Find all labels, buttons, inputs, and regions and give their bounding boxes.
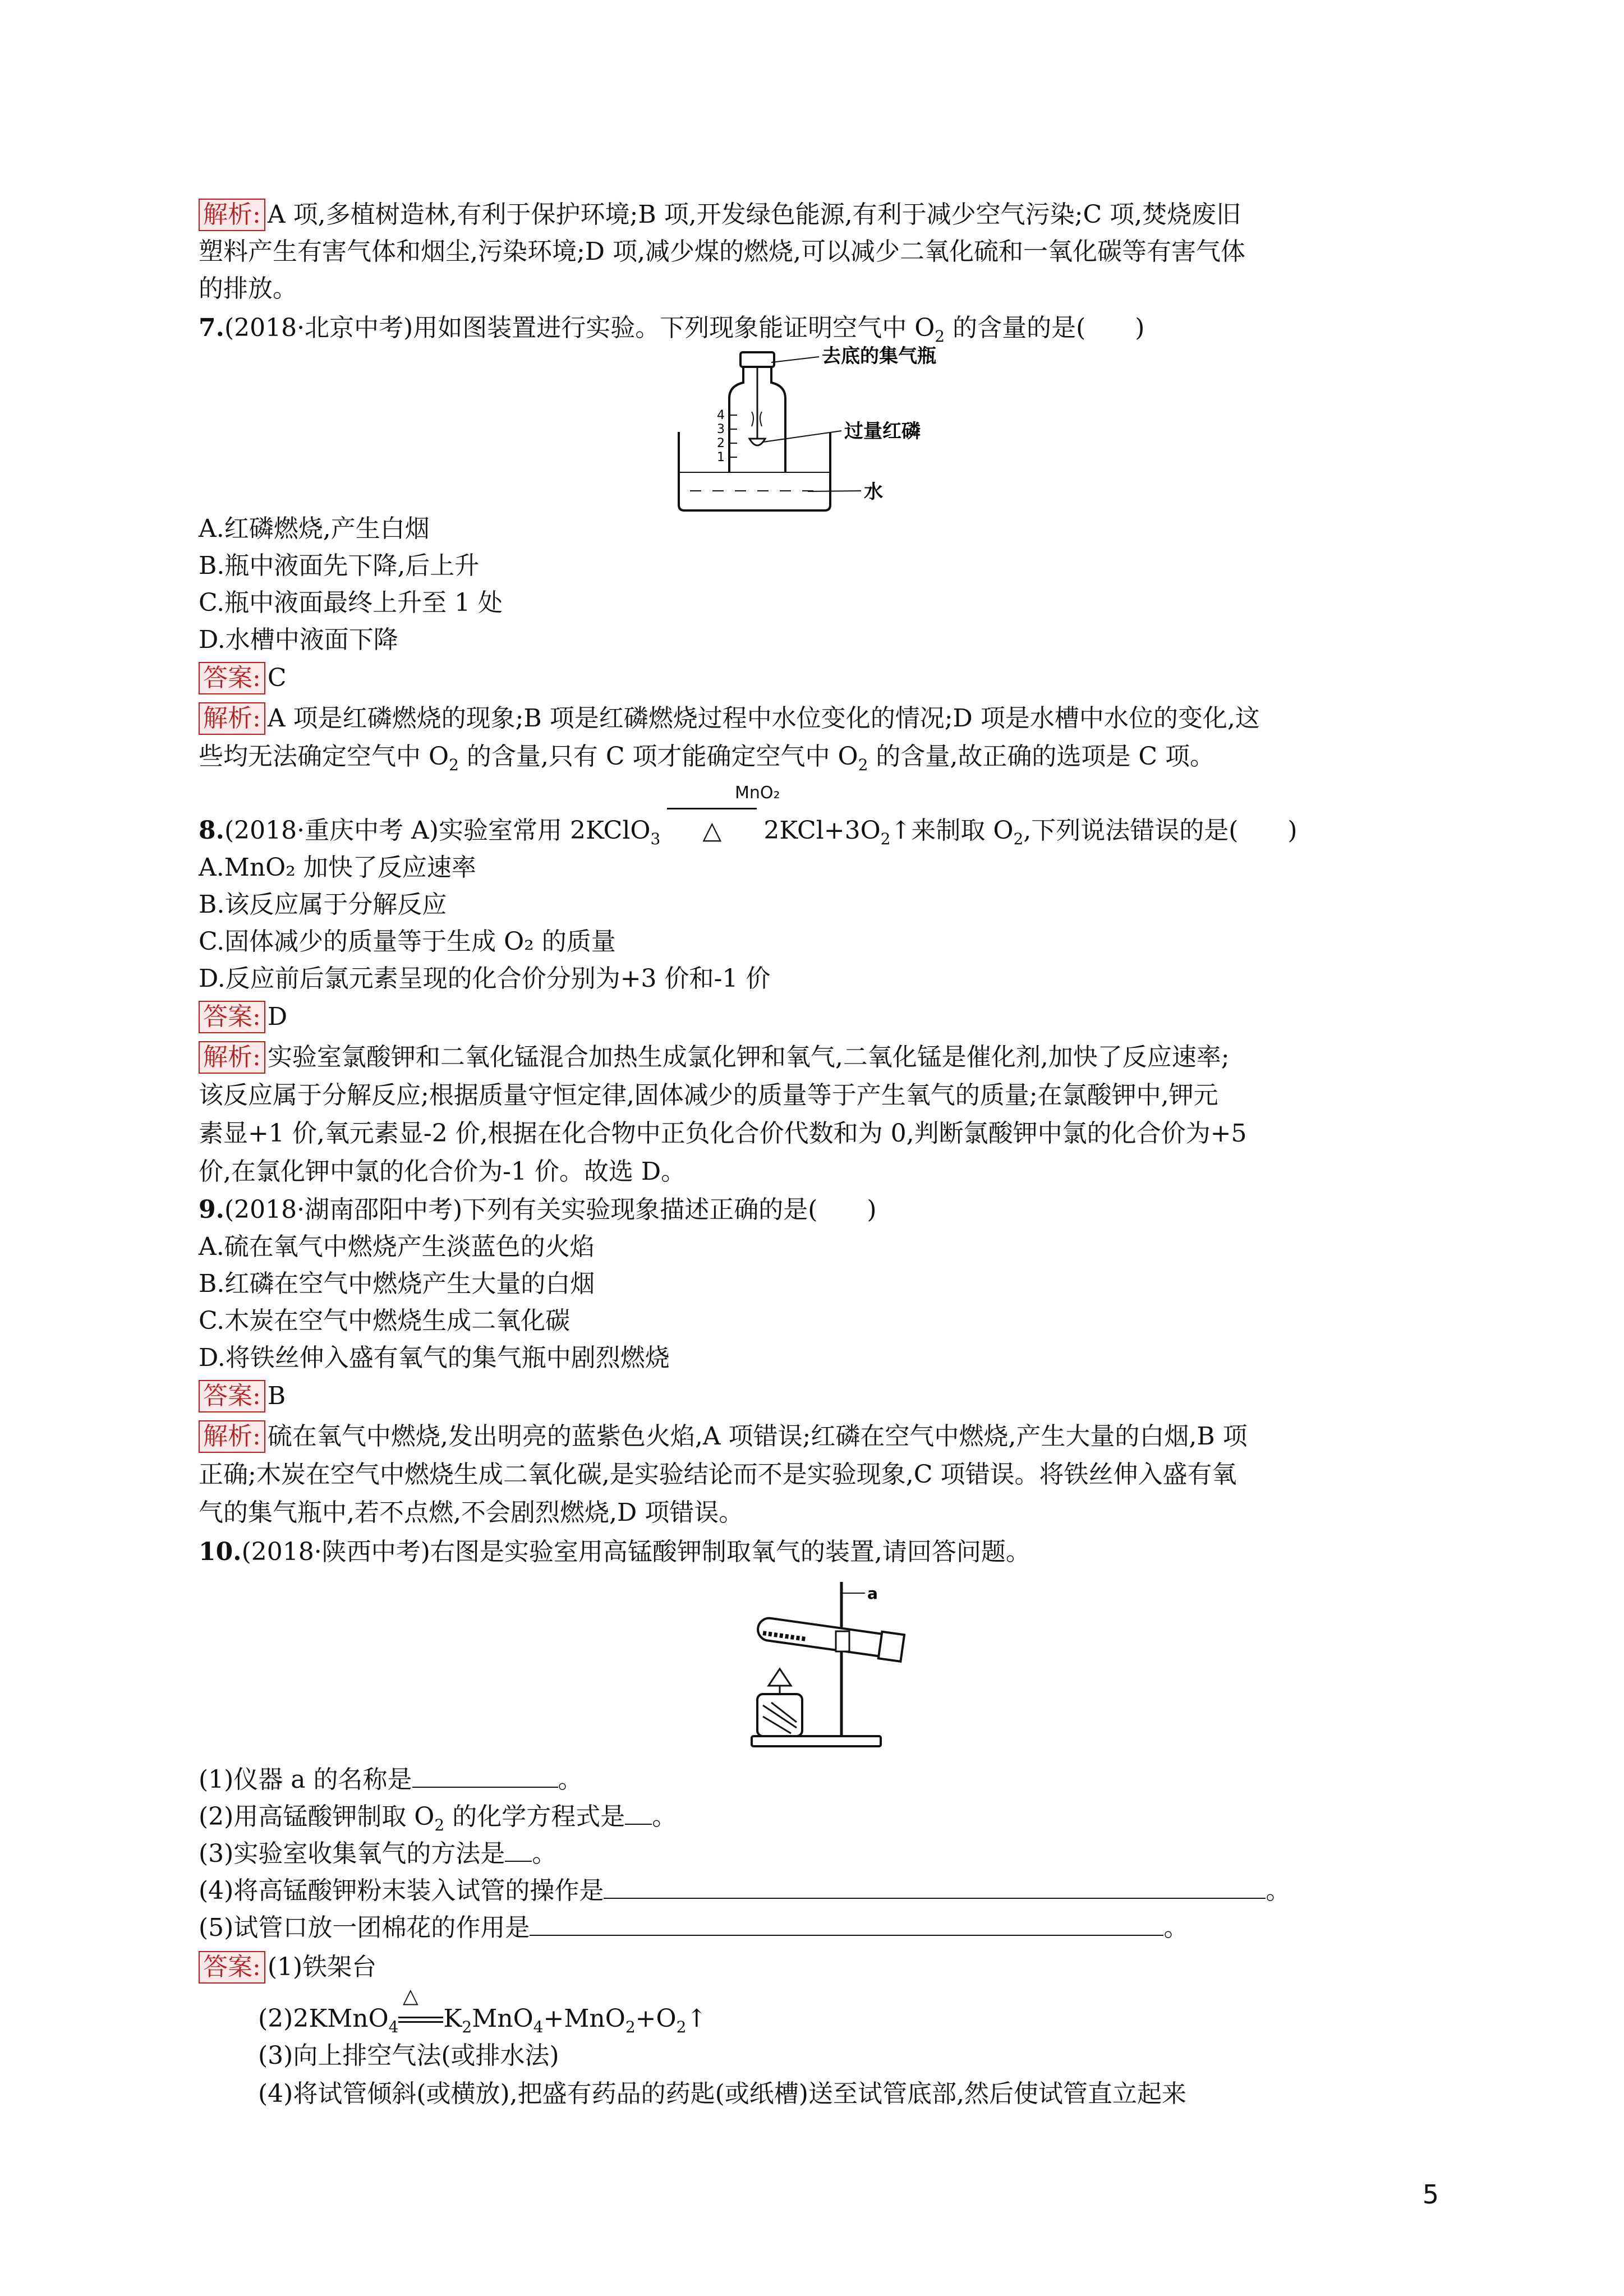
q10-answer-4: (4)将试管倾斜(或横放),把盛有药品的药匙(或纸槽)送至试管底部,然后使试管直立起来 <box>258 2079 1186 2108</box>
scale-mark-1: 1 <box>717 450 725 464</box>
scale-mark-3: 3 <box>717 422 725 436</box>
q8-catalyst-condition: MnO₂ <box>735 783 780 803</box>
blank-5[interactable] <box>530 1910 1163 1936</box>
q10-sub-question-4: (4)将高锰酸钾粉末装入试管的操作是 。 <box>199 1872 1433 1910</box>
q6-analysis-line-1: 解析: A 项,多植树造林,有利于保护环境;B 项,开发绿色能源,有利于减少空气污染;C 项,焚烧废旧 <box>199 196 1433 233</box>
answer-tag: 答案: <box>199 1951 265 1984</box>
q7-option-b: B.瓶中液面先下降,后上升 <box>199 551 480 580</box>
q6-analysis-line-3: 的排放。 <box>199 274 297 303</box>
q9-analysis-line-3: 气的集气瓶中,若不点燃,不会剧烈燃烧,D 项错误。 <box>199 1498 744 1527</box>
label-water: 水 <box>864 481 883 503</box>
q10-answer-3: (3)向上排空气法(或排水法) <box>258 2041 559 2070</box>
q9-stem: 9.(2018·湖南邵阳中考)下列有关实验现象描述正确的是( ) <box>199 1195 877 1224</box>
q7-analysis-line-1: 解析: A 项是红磷燃烧的现象;B 项是红磷燃烧过程中水位变化的情况;D 项是水槽中水位的变化,这 <box>199 700 1433 737</box>
blank-4[interactable] <box>604 1873 1266 1899</box>
q10-sub-question-3: (3)实验室收集氧气的方法是 。 <box>199 1835 1433 1872</box>
q7-analysis-line-2: 些均无法确定空气中 $O_2$ 的含量,只有 C 项才能确定空气中 $O_2$ 的含量,故正确的选项是 C 项。 <box>199 742 1215 774</box>
q9-analysis-line-1: 解析: 硫在氧气中燃烧,发出明亮的蓝紫色火焰,A 项错误;红磷在空气中燃烧,产生大量的白烟,B 项 <box>199 1418 1433 1455</box>
q8-analysis-line-2: 该反应属于分解反应;根据质量守恒定律,固体减少的质量等于产生氧气的质量;在氯酸钾中,钾元 <box>199 1081 1218 1110</box>
q7-stem: 7.(2018·北京中考)用如图装置进行实验。下列现象能证明空气中 $O_2$ 的含量的是( ) <box>199 314 1145 346</box>
q10-answer-2: (2)2KMnO$_4$ $K_2MnO_4+MnO_2+O_2↑$ <box>258 2004 707 2036</box>
answer-tag: 答案: <box>199 1380 265 1412</box>
answer-tag: 答案: <box>199 662 265 694</box>
answer-tag: 答案: <box>199 1001 265 1033</box>
q10-sub-question-5: (5)试管口放一团棉花的作用是 。 <box>199 1910 1433 1947</box>
scale-mark-4: 4 <box>717 408 725 422</box>
q10-answer-1: 答案: (1)铁架台 <box>199 1949 1433 1986</box>
q10-sub-question-1: (1)仪器 a 的名称是 。 <box>199 1761 1433 1798</box>
page-number: 5 <box>1422 2179 1439 2210</box>
q7-answer: 答案: C <box>199 660 1433 697</box>
analysis-tag: 解析: <box>199 1420 265 1453</box>
q8-stem: 8.(2018·重庆中考 A)实验室常用 2KClO$_3$ △ $2KCl+3O_2↑$来制取 $O_2$,下列说法错误的是( ) <box>199 812 1433 858</box>
label-a: a <box>867 1584 878 1603</box>
blank-2[interactable] <box>625 1799 652 1825</box>
q10-apparatus-figure <box>740 1571 926 1756</box>
q9-option-b: B.红磷在空气中燃烧产生大量的白烟 <box>199 1269 595 1298</box>
q9-answer: 答案: B <box>199 1378 1433 1415</box>
label-bottle: 去底的集气瓶 <box>822 345 936 367</box>
q9-analysis-line-2: 正确;木炭在空气中燃烧生成二氧化碳,是实验结论而不是实验现象,C 项错误。将铁丝伸入盛有氧 <box>199 1460 1237 1489</box>
q8-option-a: A.MnO₂ 加快了反应速率 <box>199 853 476 882</box>
q8-option-d: D.反应前后氯元素呈现的化合价分别为+3 价和-1 价 <box>199 964 771 993</box>
scale-mark-2: 2 <box>717 436 725 450</box>
q10-stem: 10.(2018·陕西中考)右图是实验室用高锰酸钾制取氧气的装置,请回答问题。 <box>199 1538 1030 1566</box>
q8-option-b: B.该反应属于分解反应 <box>199 890 447 919</box>
q10-heat-condition: △ <box>403 1985 418 2008</box>
q7-option-d: D.水槽中液面下降 <box>199 625 398 654</box>
label-phosphorus: 过量红磷 <box>844 420 921 443</box>
q8-option-c: C.固体减少的质量等于生成 O₂ 的质量 <box>199 927 616 956</box>
q8-reaction-arrow: △ <box>667 812 757 849</box>
analysis-tag: 解析: <box>199 1041 265 1074</box>
q6-analysis-line-2: 塑料产生有害气体和烟尘,污染环境;D 项,减少煤的燃烧,可以减少二氧化硫和一氧化碳等有害气体 <box>199 237 1246 266</box>
q9-option-d: D.将铁丝伸入盛有氧气的集气瓶中剧烈燃烧 <box>199 1343 670 1372</box>
blank-3[interactable] <box>505 1836 532 1862</box>
q7-option-a: A.红磷燃烧,产生白烟 <box>199 514 430 543</box>
q9-option-a: A.硫在氧气中燃烧产生淡蓝色的火焰 <box>199 1232 595 1261</box>
q7-option-c: C.瓶中液面最终上升至 1 处 <box>199 588 503 617</box>
q8-analysis-line-4: 价,在氯化钾中氯的化合价为-1 价。故选 D。 <box>199 1157 686 1186</box>
blank-1[interactable] <box>412 1762 558 1788</box>
q9-option-c: C.木炭在空气中燃烧生成二氧化碳 <box>199 1306 571 1335</box>
q8-analysis-line-3: 素显+1 价,氧元素显-2 价,根据在化合物中正负化合价代数和为 0,判断氯酸钾中氯的化合价为+5 <box>199 1119 1247 1148</box>
q10-equals-sign <box>398 2012 443 2029</box>
q7-apparatus-figure <box>668 342 959 522</box>
analysis-tag: 解析: <box>199 702 265 735</box>
q8-answer: 答案: D <box>199 999 1433 1036</box>
q10-sub-question-2: (2)用高锰酸钾制取 $O_2$ 的化学方程式是 。 <box>199 1798 1433 1844</box>
q8-analysis-line-1: 解析: 实验室氯酸钾和二氧化锰混合加热生成氯化钾和氧气,二氧化锰是催化剂,加快了反应速率; <box>199 1039 1433 1076</box>
analysis-tag: 解析: <box>199 199 265 231</box>
